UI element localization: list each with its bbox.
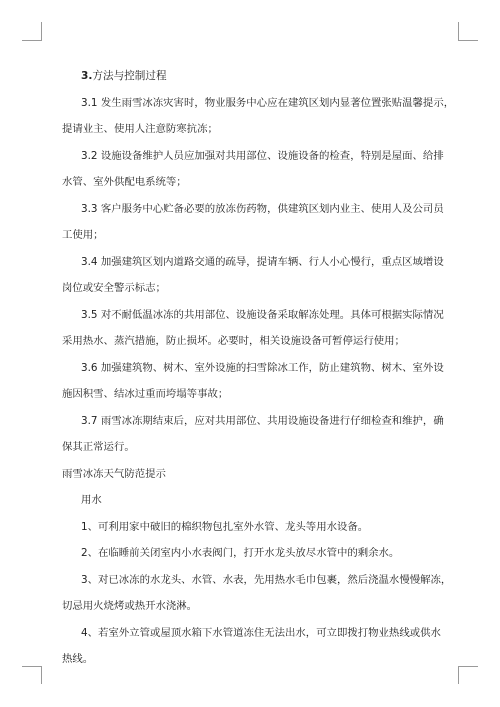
subsection-title: 雨雪冰冻天气防范提示 bbox=[62, 468, 166, 480]
text-line: 3.2 设施设备维护人员应加强对共用部位、设施设备的检查，特别是屋面、给排 bbox=[81, 150, 444, 162]
text-line: 采用热水、蒸汽措施，防止损坏。必要时，相关设施设备可暂停运行使用； bbox=[62, 335, 405, 347]
crop-mark-top-right-v bbox=[458, 22, 459, 40]
subsection-label: 用水 bbox=[81, 494, 102, 506]
text-line: 3.7 雨雪冰冻期结束后，应对共用部位、共用设施设备进行仔细检查和维护，确 bbox=[81, 415, 444, 427]
text-line: 3.5 对不耐低温冰冻的共用部位、设施设备采取解冻处理。具体可根据实际情况 bbox=[81, 309, 444, 321]
list-item: 1、可利用家中破旧的棉织物包扎室外水管、龙头等用水设备。 bbox=[81, 521, 369, 533]
text-line: 施因积雪、结冰过重而垮塌等事故； bbox=[62, 388, 229, 400]
text-line: 水管、室外供配电系统等； bbox=[62, 176, 187, 188]
text-line: 切忌用火烧烤或热开水浇淋。 bbox=[62, 600, 198, 612]
section-heading-number: 3. bbox=[81, 70, 93, 82]
text-line: 热线。 bbox=[62, 653, 94, 665]
crop-mark-top-right-h bbox=[458, 40, 478, 41]
text-line: 3.1 发生雨雪冰冻灾害时，物业服务中心应在建筑区划内显著位置张贴温馨提示， bbox=[81, 97, 455, 109]
text-line: 3.3 客户服务中心贮备必要的放冻伤药物，供建筑区划内业主、使用人及公司员 bbox=[81, 203, 444, 215]
section-heading bbox=[81, 69, 167, 83]
crop-mark-bottom-left-v bbox=[41, 666, 42, 684]
list-item: 2、在临睡前关闭室内小水表阀门，打开水龙头放尽水管中的剩余水。 bbox=[81, 547, 400, 559]
crop-mark-top-left-v bbox=[41, 22, 42, 40]
text-line: 保其正常运行。 bbox=[62, 441, 135, 453]
section-heading-text: 方法与控制过程 bbox=[92, 70, 167, 82]
crop-mark-top-left-h bbox=[22, 40, 42, 41]
list-item: 4、若室外立管或屋顶水箱下水管道冻住无法出水，可立即拨打物业热线或供水 bbox=[81, 627, 441, 639]
text-line: 3.6 加强建筑物、树木、室外设施的扫雪除冰工作，防止建筑物、树木、室外设 bbox=[81, 362, 444, 374]
crop-mark-bottom-right-h bbox=[458, 666, 478, 667]
crop-mark-bottom-right-v bbox=[458, 666, 459, 684]
list-item: 3、对已冰冻的水龙头、水管、水表，先用热水毛巾包裹，然后浇温水慢慢解冻， bbox=[81, 574, 452, 586]
text-line: 提请业主、使用人注意防寒抗冻； bbox=[62, 123, 218, 135]
text-line: 岗位或安全警示标志； bbox=[62, 282, 166, 294]
crop-mark-bottom-left-h bbox=[22, 666, 42, 667]
text-line: 3.4 加强建筑区划内道路交通的疏导，提请车辆、行人小心慢行，重点区域增设 bbox=[81, 256, 444, 268]
text-line: 工使用； bbox=[62, 229, 104, 241]
